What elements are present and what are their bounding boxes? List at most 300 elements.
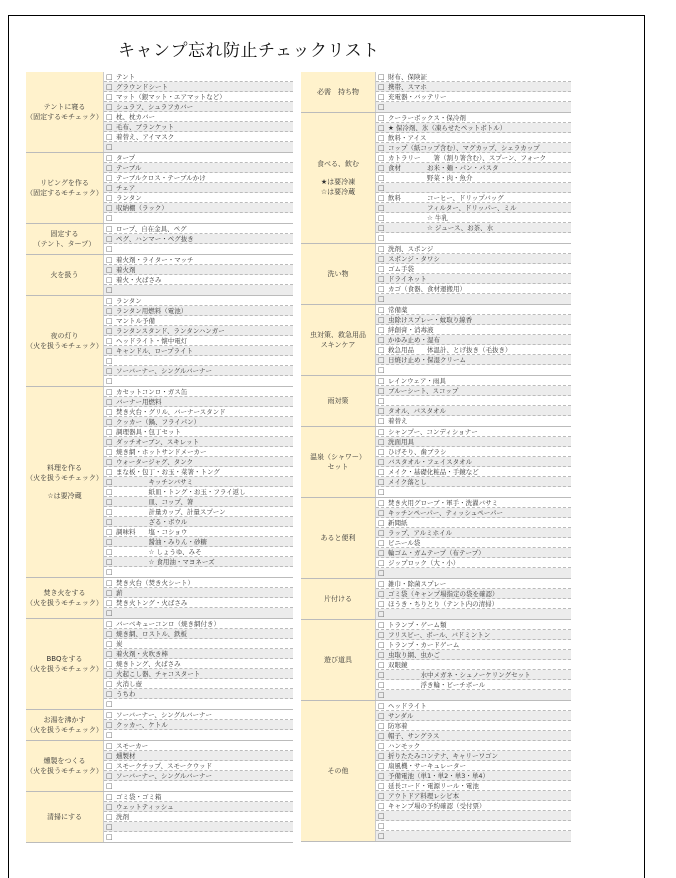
checklist-item[interactable] [376,781,571,791]
checkbox-icon[interactable]: □ [378,295,385,303]
checklist-item[interactable] [376,670,571,680]
checklist-item[interactable] [376,811,571,821]
checkbox-icon[interactable]: □ [378,660,385,669]
checkbox-icon[interactable]: □ [378,508,385,517]
checkbox-icon[interactable]: □ [378,498,385,507]
checkbox-icon[interactable]: □ [378,599,385,608]
checklist-item[interactable] [104,122,293,132]
checklist-item[interactable] [104,213,293,223]
checklist-item[interactable] [104,82,293,92]
checkbox-icon[interactable]: □ [106,629,113,638]
checklist-item[interactable] [376,761,571,771]
checkbox-icon[interactable]: □ [378,832,385,840]
checklist-item[interactable] [104,397,293,407]
checklist-item[interactable] [104,710,293,720]
checklist-item[interactable] [376,711,571,721]
checklist-item[interactable] [104,639,293,649]
checklist-item[interactable] [104,193,293,203]
checkbox-icon[interactable]: □ [378,335,385,344]
checklist-item[interactable] [376,640,571,650]
checklist-item[interactable] [104,224,293,234]
checklist-item[interactable] [376,416,571,426]
checklist-item[interactable] [104,92,293,102]
checklist-item[interactable] [376,771,571,781]
checklist-item[interactable] [104,792,293,802]
checkbox-icon[interactable]: □ [378,558,385,567]
checklist-item[interactable] [376,437,571,447]
checkbox-icon[interactable]: □ [106,377,113,385]
checklist-item[interactable] [376,609,571,619]
checklist-item[interactable] [104,761,293,771]
checklist-item[interactable] [376,345,571,355]
checkbox-icon[interactable]: □ [106,102,113,111]
checkbox-icon[interactable]: □ [106,537,113,546]
checkbox-icon[interactable]: □ [378,437,385,446]
checkbox-icon[interactable]: □ [378,345,385,354]
checklist-item[interactable] [104,477,293,487]
checkbox-icon[interactable]: □ [106,833,113,841]
checklist-item[interactable] [376,163,571,173]
checklist-item[interactable] [104,142,293,152]
checkbox-icon[interactable]: □ [106,731,113,739]
checklist-item[interactable] [376,325,571,335]
checkbox-icon[interactable]: □ [106,720,113,729]
checkbox-icon[interactable]: □ [378,538,385,547]
checkbox-icon[interactable]: □ [378,721,385,730]
checkbox-icon[interactable]: □ [106,578,113,587]
checkbox-icon[interactable]: □ [106,619,113,628]
checkbox-icon[interactable]: □ [378,254,385,263]
checkbox-icon[interactable]: □ [106,689,113,698]
checklist-item[interactable] [104,567,293,577]
checkbox-icon[interactable]: □ [106,771,113,780]
checklist-item[interactable] [104,366,293,376]
checkbox-icon[interactable]: □ [378,72,385,81]
checkbox-icon[interactable]: □ [378,589,385,598]
checklist-item[interactable] [376,233,571,243]
checkbox-icon[interactable]: □ [378,791,385,800]
checkbox-icon[interactable]: □ [106,487,113,496]
checklist-item[interactable] [376,123,571,133]
checkbox-icon[interactable]: □ [106,296,113,305]
checklist-item[interactable] [104,547,293,557]
checkbox-icon[interactable]: □ [106,700,113,708]
checklist-item[interactable] [104,203,293,213]
checklist-item[interactable] [376,498,571,508]
checklist-item[interactable] [104,296,293,306]
checkbox-icon[interactable]: □ [106,286,113,294]
checkbox-icon[interactable]: □ [378,761,385,770]
checkbox-icon[interactable]: □ [106,437,113,446]
checklist-item[interactable] [376,406,571,416]
checklist-item[interactable] [104,497,293,507]
checklist-item[interactable] [376,82,571,92]
checklist-item[interactable] [104,356,293,366]
checkbox-icon[interactable]: □ [106,710,113,719]
checklist-item[interactable] [376,173,571,183]
checklist-item[interactable] [376,244,571,254]
checkbox-icon[interactable]: □ [106,92,113,101]
checkbox-icon[interactable]: □ [106,316,113,325]
checklist-item[interactable] [104,132,293,142]
checklist-item[interactable] [104,771,293,781]
checkbox-icon[interactable]: □ [106,183,113,192]
checkbox-icon[interactable]: □ [378,284,385,293]
checkbox-icon[interactable]: □ [378,751,385,760]
checkbox-icon[interactable]: □ [378,234,385,242]
checklist-item[interactable] [104,507,293,517]
checkbox-icon[interactable]: □ [378,731,385,740]
checklist-item[interactable] [104,437,293,447]
checklist-item[interactable] [104,517,293,527]
checkbox-icon[interactable]: □ [106,751,113,760]
checkbox-icon[interactable]: □ [106,557,113,566]
checkbox-icon[interactable]: □ [378,355,385,364]
checkbox-icon[interactable]: □ [378,417,385,425]
checkbox-icon[interactable]: □ [106,741,113,750]
checkbox-icon[interactable]: □ [106,649,113,658]
checklist-item[interactable] [104,72,293,82]
checklist-item[interactable] [376,274,571,284]
checklist-item[interactable] [104,751,293,761]
checklist-item[interactable] [376,386,571,396]
checklist-item[interactable] [376,153,571,163]
checkbox-icon[interactable]: □ [378,781,385,790]
checklist-item[interactable] [104,326,293,336]
checklist-item[interactable] [376,365,571,375]
checklist-item[interactable] [104,316,293,326]
checklist-item[interactable] [376,113,571,123]
checklist-item[interactable] [104,720,293,730]
checkbox-icon[interactable]: □ [378,528,385,537]
checkbox-icon[interactable]: □ [106,568,113,576]
checkbox-icon[interactable]: □ [378,264,385,273]
checklist-item[interactable] [376,528,571,538]
checkbox-icon[interactable]: □ [378,821,385,830]
checklist-item[interactable] [104,346,293,356]
checklist-item[interactable] [376,294,571,304]
checkbox-icon[interactable]: □ [106,122,113,131]
checkbox-icon[interactable]: □ [378,477,385,486]
checkbox-icon[interactable]: □ [378,153,385,162]
checkbox-icon[interactable]: □ [378,427,385,436]
checklist-item[interactable] [376,223,571,233]
checklist-item[interactable] [376,548,571,558]
checklist-item[interactable] [376,680,571,690]
checklist-item[interactable] [376,254,571,264]
checkbox-icon[interactable]: □ [106,802,113,811]
checklist-item[interactable] [104,781,293,791]
checkbox-icon[interactable]: □ [378,223,385,232]
checkbox-icon[interactable]: □ [378,548,385,557]
checklist-item[interactable] [376,193,571,203]
checkbox-icon[interactable]: □ [106,517,113,526]
checkbox-icon[interactable]: □ [106,387,113,396]
checklist-item[interactable] [104,387,293,397]
checklist-item[interactable] [104,629,293,639]
checklist-item[interactable] [104,822,293,832]
checkbox-icon[interactable]: □ [106,679,113,688]
checkbox-icon[interactable]: □ [378,82,385,91]
checkbox-icon[interactable]: □ [378,801,385,810]
checklist-item[interactable] [376,508,571,518]
checkbox-icon[interactable]: □ [378,386,385,395]
checklist-item[interactable] [376,821,571,831]
checklist-item[interactable] [104,255,293,265]
checklist-item[interactable] [376,751,571,761]
checklist-item[interactable] [376,376,571,386]
checklist-item[interactable] [376,721,571,731]
checkbox-icon[interactable]: □ [106,477,113,486]
checklist-item[interactable] [376,427,571,437]
checkbox-icon[interactable]: □ [378,640,385,649]
checkbox-icon[interactable]: □ [378,701,385,710]
checkbox-icon[interactable]: □ [106,782,113,790]
checkbox-icon[interactable]: □ [378,183,385,192]
checklist-item[interactable] [104,427,293,437]
checklist-item[interactable] [376,133,571,143]
checkbox-icon[interactable]: □ [378,274,385,283]
checkbox-icon[interactable]: □ [106,669,113,678]
checklist-item[interactable] [376,660,571,670]
checkbox-icon[interactable]: □ [378,670,385,679]
checkbox-icon[interactable]: □ [106,356,113,365]
checklist-item[interactable] [376,183,571,193]
checkbox-icon[interactable]: □ [106,306,113,315]
checklist-item[interactable] [376,741,571,751]
checklist-item[interactable] [104,812,293,822]
checkbox-icon[interactable]: □ [378,406,385,415]
checkbox-icon[interactable]: □ [106,417,113,426]
checkbox-icon[interactable]: □ [106,792,113,801]
checkbox-icon[interactable]: □ [378,610,385,618]
checkbox-icon[interactable]: □ [106,173,113,182]
checkbox-icon[interactable]: □ [378,457,385,466]
checklist-item[interactable] [104,102,293,112]
checkbox-icon[interactable]: □ [378,620,385,629]
checkbox-icon[interactable]: □ [106,609,113,617]
checklist-item[interactable] [104,537,293,547]
checkbox-icon[interactable]: □ [106,214,113,222]
checkbox-icon[interactable]: □ [106,143,113,151]
checkbox-icon[interactable]: □ [378,680,385,689]
checkbox-icon[interactable]: □ [378,518,385,527]
checkbox-icon[interactable]: □ [106,265,113,274]
checklist-item[interactable] [104,527,293,537]
checkbox-icon[interactable]: □ [378,92,385,101]
checklist-item[interactable] [376,467,571,477]
checkbox-icon[interactable]: □ [378,691,385,699]
checkbox-icon[interactable]: □ [106,507,113,516]
checkbox-icon[interactable]: □ [378,569,385,577]
checklist-item[interactable] [104,649,293,659]
checkbox-icon[interactable]: □ [378,771,385,780]
checkbox-icon[interactable]: □ [378,143,385,152]
checklist-item[interactable] [104,163,293,173]
checklist-item[interactable] [376,315,571,325]
checkbox-icon[interactable]: □ [106,234,113,243]
checkbox-icon[interactable]: □ [378,376,385,385]
checklist-item[interactable] [376,630,571,640]
checklist-item[interactable] [376,568,571,578]
checkbox-icon[interactable]: □ [378,447,385,456]
checkbox-icon[interactable]: □ [378,123,385,132]
checklist-item[interactable] [376,831,571,841]
checklist-item[interactable] [376,264,571,274]
checklist-item[interactable] [376,447,571,457]
checklist-item[interactable] [376,92,571,102]
checklist-item[interactable] [376,801,571,811]
checkbox-icon[interactable]: □ [106,224,113,233]
checklist-item[interactable] [104,306,293,316]
checkbox-icon[interactable]: □ [378,203,385,212]
checklist-item[interactable] [104,112,293,122]
checkbox-icon[interactable]: □ [378,315,385,324]
checkbox-icon[interactable]: □ [106,193,113,202]
checkbox-icon[interactable]: □ [378,305,385,314]
checkbox-icon[interactable]: □ [106,82,113,91]
checklist-item[interactable] [376,579,571,589]
checkbox-icon[interactable]: □ [378,488,385,496]
checkbox-icon[interactable]: □ [106,497,113,506]
checkbox-icon[interactable]: □ [106,163,113,172]
checklist-item[interactable] [376,589,571,599]
checklist-item[interactable] [376,143,571,153]
checkbox-icon[interactable]: □ [378,173,385,182]
checkbox-icon[interactable]: □ [106,547,113,556]
checklist-item[interactable] [376,538,571,548]
checkbox-icon[interactable]: □ [106,407,113,416]
checklist-item[interactable] [104,741,293,751]
checklist-item[interactable] [376,72,571,82]
checklist-item[interactable] [104,588,293,598]
checkbox-icon[interactable]: □ [378,396,385,405]
checklist-item[interactable] [376,650,571,660]
checkbox-icon[interactable]: □ [106,245,113,253]
checklist-item[interactable] [376,396,571,406]
checkbox-icon[interactable]: □ [106,112,113,121]
checkbox-icon[interactable]: □ [106,761,113,770]
checklist-item[interactable] [104,487,293,497]
checkbox-icon[interactable]: □ [106,588,113,597]
checkbox-icon[interactable]: □ [378,711,385,720]
checklist-item[interactable] [104,598,293,608]
checklist-item[interactable] [104,234,293,244]
checklist-item[interactable] [376,518,571,528]
checkbox-icon[interactable]: □ [378,244,385,253]
checklist-item[interactable] [376,558,571,568]
checkbox-icon[interactable]: □ [106,275,113,284]
checklist-item[interactable] [104,557,293,567]
checklist-item[interactable] [376,487,571,497]
checkbox-icon[interactable]: □ [106,527,113,536]
checklist-item[interactable] [104,467,293,477]
checkbox-icon[interactable]: □ [378,741,385,750]
checklist-item[interactable] [104,407,293,417]
checkbox-icon[interactable]: □ [378,113,385,122]
checkbox-icon[interactable]: □ [106,598,113,607]
checklist-item[interactable] [376,457,571,467]
checkbox-icon[interactable]: □ [106,153,113,162]
checkbox-icon[interactable]: □ [378,103,385,111]
checkbox-icon[interactable]: □ [106,812,113,821]
checklist-item[interactable] [376,701,571,711]
checklist-item[interactable] [104,669,293,679]
checklist-item[interactable] [104,244,293,254]
checklist-item[interactable] [104,608,293,618]
checklist-item[interactable] [376,355,571,365]
checkbox-icon[interactable]: □ [106,336,113,345]
checklist-item[interactable] [104,447,293,457]
checklist-item[interactable] [376,620,571,630]
checklist-item[interactable] [376,203,571,213]
checkbox-icon[interactable]: □ [106,447,113,456]
checklist-item[interactable] [376,690,571,700]
checkbox-icon[interactable]: □ [106,659,113,668]
checkbox-icon[interactable]: □ [106,397,113,406]
checkbox-icon[interactable]: □ [378,650,385,659]
checklist-item[interactable] [376,284,571,294]
checklist-item[interactable] [376,305,571,315]
checklist-item[interactable] [376,102,571,112]
checklist-item[interactable] [104,659,293,669]
checklist-item[interactable] [104,173,293,183]
checkbox-icon[interactable]: □ [106,203,113,212]
checkbox-icon[interactable]: □ [106,132,113,141]
checklist-item[interactable] [104,802,293,812]
checkbox-icon[interactable]: □ [106,346,113,355]
checklist-item[interactable] [376,731,571,741]
checklist-item[interactable] [104,679,293,689]
checkbox-icon[interactable]: □ [106,822,113,831]
checkbox-icon[interactable]: □ [378,193,385,202]
checklist-item[interactable] [104,336,293,346]
checklist-item[interactable] [376,791,571,801]
checkbox-icon[interactable]: □ [106,427,113,436]
checkbox-icon[interactable]: □ [378,133,385,142]
checklist-item[interactable] [104,417,293,427]
checkbox-icon[interactable]: □ [378,630,385,639]
checklist-item[interactable] [376,477,571,487]
checkbox-icon[interactable]: □ [106,255,113,264]
checklist-item[interactable] [376,335,571,345]
checkbox-icon[interactable]: □ [378,811,385,820]
checklist-item[interactable] [104,832,293,842]
checkbox-icon[interactable]: □ [378,366,385,374]
checklist-item[interactable] [104,619,293,629]
checklist-item[interactable] [104,153,293,163]
checklist-item[interactable] [104,457,293,467]
checklist-item[interactable] [104,183,293,193]
checklist-item[interactable] [104,578,293,588]
checklist-item[interactable] [376,213,571,223]
checkbox-icon[interactable]: □ [378,325,385,334]
checklist-item[interactable] [104,699,293,709]
checklist-item[interactable] [104,689,293,699]
checkbox-icon[interactable]: □ [106,326,113,335]
checkbox-icon[interactable]: □ [106,457,113,466]
checklist-item[interactable] [104,376,293,386]
checkbox-icon[interactable]: □ [378,579,385,588]
checkbox-icon[interactable]: □ [106,639,113,648]
checkbox-icon[interactable]: □ [378,213,385,222]
checklist-item[interactable] [104,285,293,295]
checkbox-icon[interactable]: □ [378,163,385,172]
checkbox-icon[interactable]: □ [106,72,113,81]
checklist-item[interactable] [104,730,293,740]
checkbox-icon[interactable]: □ [106,467,113,476]
checklist-item[interactable] [376,599,571,609]
